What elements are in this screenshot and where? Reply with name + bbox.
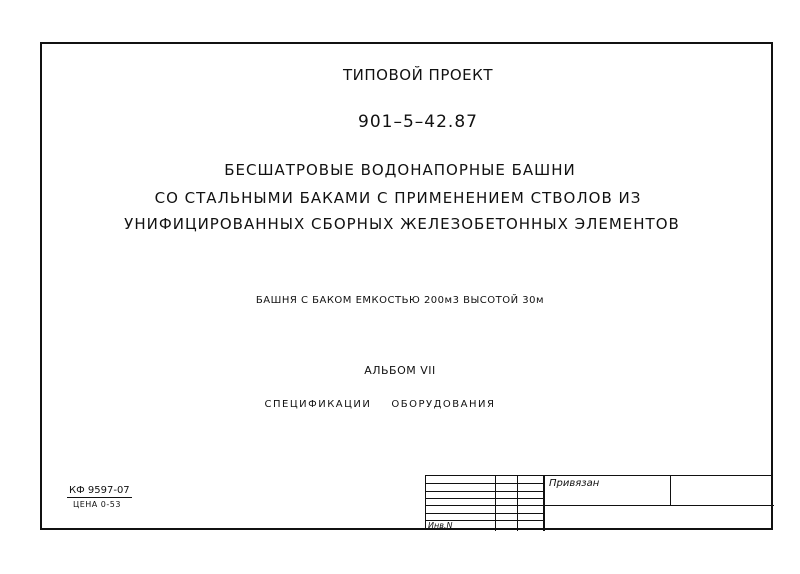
inventory-label: Инв.N (428, 521, 453, 530)
project-type: ТИПОВОЙ ПРОЕКТ (343, 66, 493, 84)
stamp-row-line (544, 505, 774, 506)
specs-word-1: СПЕЦИФИКАЦИИ (264, 399, 372, 410)
stamp-table (425, 475, 773, 530)
bound-label: Привязан (549, 478, 600, 489)
stamp-row-line (426, 513, 544, 514)
stamp-row-line (426, 505, 544, 506)
title-line-1: БЕСШАТРОВЫЕ ВОДОНАПОРНЫЕ БАШНИ (224, 161, 576, 179)
catalog-code: КФ 9597-07 (69, 485, 130, 496)
stamp-divider (543, 476, 545, 531)
stamp-row-line (426, 498, 544, 499)
specs-word-2: ОБОРУДОВАНИЯ (391, 399, 496, 410)
project-number: 901–5–42.87 (358, 112, 478, 132)
title-line-3: УНИФИЦИРОВАННЫХ СБОРНЫХ ЖЕЛЕЗОБЕТОННЫХ ЭЛЕМЕНТОВ (124, 215, 680, 233)
subtitle: БАШНЯ С БАКОМ ЕМКОСТЬЮ 200м3 ВЫСОТОЙ 30м (255, 295, 545, 306)
title-line-2: СО СТАЛЬНЫМИ БАКАМИ С ПРИМЕНЕНИЕМ СТВОЛОВ ИЗ (154, 189, 642, 207)
stamp-divider (495, 476, 496, 531)
catalog-code-block (67, 484, 132, 511)
price-label: ЦЕНА 0-53 (73, 500, 121, 509)
stamp-divider (670, 476, 671, 505)
specifications-line (0, 399, 780, 410)
stamp-divider (517, 476, 518, 531)
stamp-row-line (426, 483, 544, 484)
album-label: АЛЬБОМ VII (364, 364, 436, 377)
stamp-row-line (426, 491, 544, 492)
